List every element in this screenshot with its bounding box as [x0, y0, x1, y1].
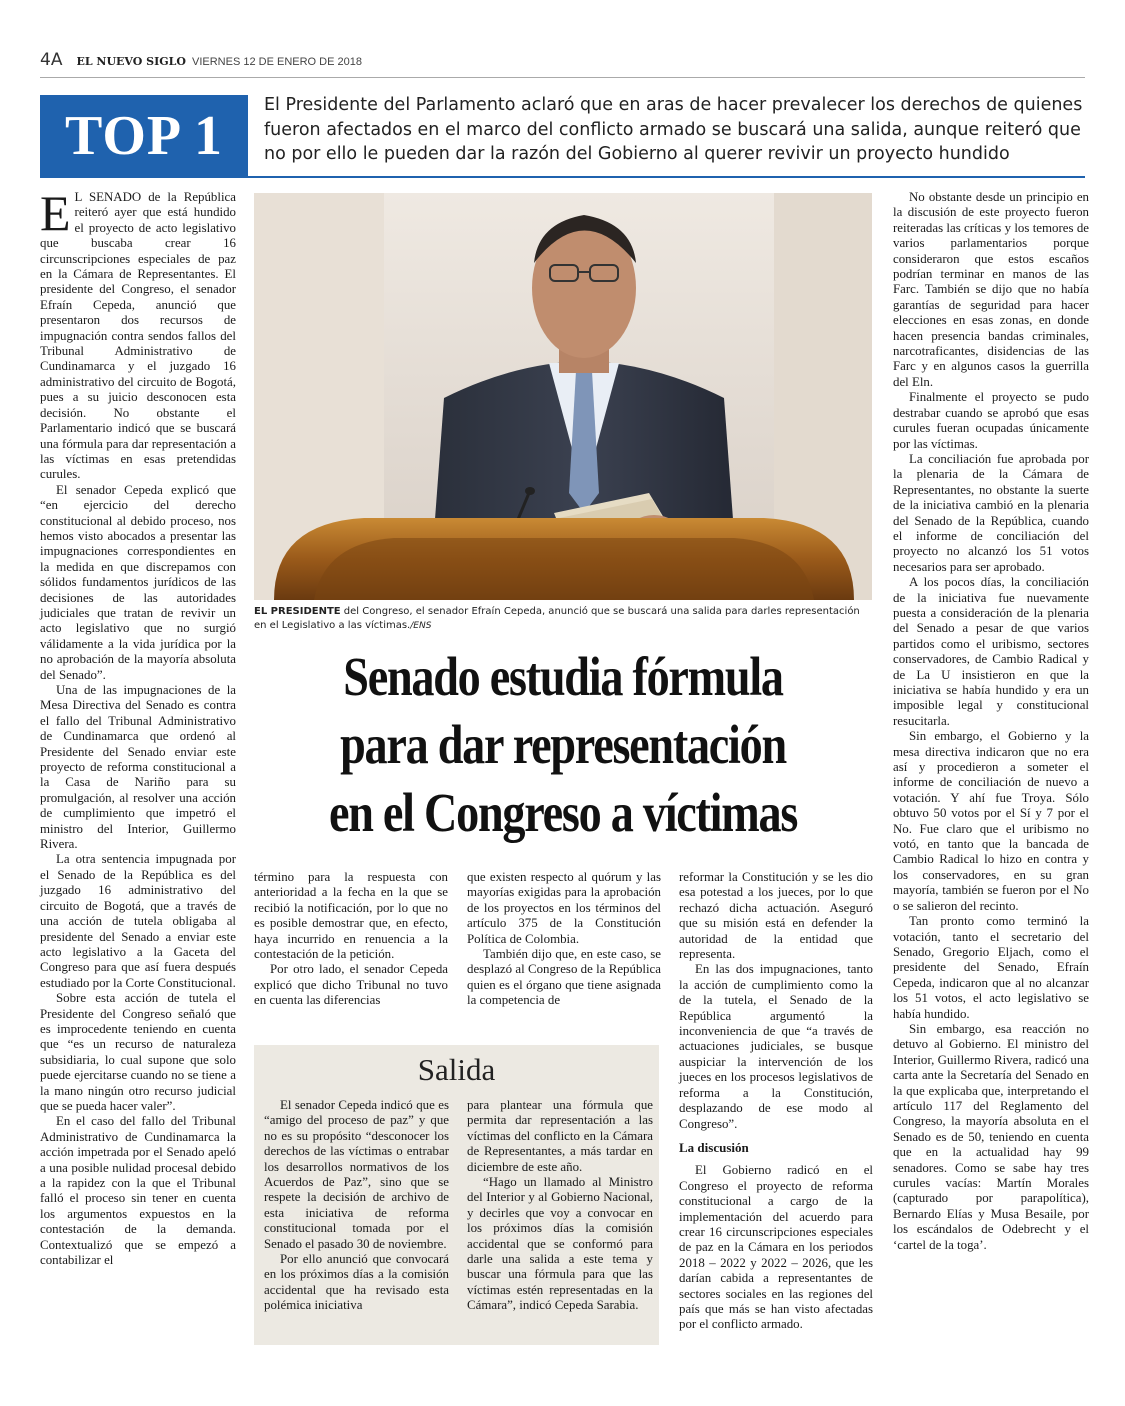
article-headline — [303, 643, 822, 847]
article-column-right — [893, 190, 1089, 1253]
senator-photo — [254, 193, 872, 600]
paragraph: Sin embargo, esa reacción no detuvo al Gobierno. El ministro del Interior, Guillermo Rivera, radicó una carta ante la Secretaría del Senado en la que explicaba que, interpretando el artículo 117 del Reglamento del Congreso, la mayoría absoluta en el Senado es de 50, teniendo en cuenta que en la actualidad hay 99 senadores. Como se sabe hay tres curules vacías: Martín Morales (capturado por parapolítica), Bernardo Elías y Musa Besaile, por los escándalos de Odebrecht y el ‘cartel de la toga’. — [893, 1021, 1089, 1252]
paragraph: Tan pronto como terminó la votación, tanto el secretario del Senado, Gregorio Eljach, como el presidente del Senado, Efraín Cepeda, indicaron que al no alcanzar los 51 votos, el acto legislativo se había hundido. — [893, 914, 1089, 1021]
paragraph: Por ello anunció que convocará en los próximos días a la comisión accidental que ha revisado esta polémica iniciativa — [264, 1252, 449, 1313]
section-divider — [40, 176, 1085, 178]
paragraph: Sobre esta acción de tutela el Presidente del Congreso señaló que es improcedente teniendo en cuenta que “es un recurso de naturaleza subsidiaria, lo cual supone que solo puede ejercitarse cuando no se tiene a la mano ningún otro recurso judicial que se pueda hacer valer”. — [40, 991, 236, 1113]
paragraph: Sin embargo, el Gobierno y la mesa directiva indicaron que no era así y procedieron a someter el informe de conciliación de nuevo a votación. Y ahí fue Troya. Sólo obtuvo 50 votos por el Sí y 7 por el No. Fue claro que el uribismo no votó, en tanto que la bancada de Cambio Radical lo hizo en contra y los conservadores, en su gran mayoría, también se fueron por el No o se salieron del recinto. — [893, 729, 1089, 913]
sidebar-column-1 — [264, 1098, 449, 1314]
paragraph: Por otro lado, el senador Cepeda explicó que dicho Tribunal no tuvo en cuenta las diferencias — [254, 962, 448, 1008]
page-number: 4A — [40, 50, 63, 70]
paragraph: El senador Cepeda indicó que es “amigo del proceso de paz” y que no es su propósito “desconocer los derechos de las víctimas o entrabar los desarrollos normativos de los Acuerdos de Paz”, sino que se respete la decisión de archivo de esta iniciativa de reforma constitucional tomada por el Senado el pasado 30 de noviembre. — [264, 1098, 449, 1251]
sidebar-column-2 — [467, 1098, 653, 1314]
paragraph: término para la respuesta con anterioridad a la fecha en la que se recibió la notificación, por lo que no es posible demostrar que, en efecto, haya incurrido en renuencia a la contestación de la petición. — [254, 870, 448, 962]
article-column-mid-2 — [467, 870, 661, 1009]
page-header — [40, 50, 362, 72]
section-badge — [40, 95, 248, 176]
header-divider — [40, 77, 1085, 78]
paragraph: El senador Cepeda explicó que “en ejercicio del derecho constitucional al debido proceso, nos hemos visto abocados a presentar las impugnaciones correspondientes en la medida en que discrepamos con sólidos fundamentos jurídicos de las decisiones de las autoridades judiciales que tratan de revivir un acto legislativo que no surgió válidamente a la vida jurídica por la no aprobación de la mayoría absoluta del Senado”. — [40, 482, 236, 682]
article-column-mid-3 — [679, 870, 873, 1333]
photo-credit: /ENS — [410, 621, 432, 631]
article-column-left — [40, 185, 236, 1268]
lead-summary: El Presidente del Parlamento aclaró que en aras de hacer prevalecer los derechos de quienes fueron afectados en el marco del conflicto armado se buscará una salida, aunque reiteró que no por ello le pueden dar la razón del Gobierno al querer revivir un proyecto hundido — [264, 95, 1083, 164]
caption-lead: EL PRESIDENTE — [254, 606, 341, 617]
paragraph: Una de las impugnaciones de la Mesa Directiva del Senado es contra el fallo del Tribunal Administrativo de Cundinamarca que ordenó al Presidente del Senado enviar este proyecto de reforma constitucional a la Casa de Nariño para su promulgación, al resolver una acción de cumplimiento que impetró el ministro del Interior, Guillermo Rivera. — [40, 683, 236, 852]
paragraph: Finalmente el proyecto se pudo destrabar cuando se aprobó que esas curules fueran ocupadas únicamente por las víctimas. — [893, 390, 1089, 451]
subheading: La discusión — [679, 1139, 749, 1155]
paragraph: En las dos impugnaciones, tanto la acción de cumplimiento como la de la tutela, el Senado de la República argumentó la inconveniencia de que “a través de actuaciones judiciales, se busque auspiciar la intervención de los jueces en los procesos legislativos de reforma a la Constitución, desplazando de ese modo al Congreso”. — [679, 962, 873, 1131]
photo-caption — [254, 605, 872, 633]
newspaper-name: EL NUEVO SIGLO — [76, 55, 186, 68]
paragraph: para plantear una fórmula que permita dar representación a las víctimas del conflicto en la Cámara de Representantes, a más tardar en diciembre de este año. — [467, 1098, 653, 1174]
sidebar-title: Salida — [417, 1052, 496, 1087]
section-badge-label: TOP 1 — [64, 104, 223, 167]
paragraph: “Hago un llamado al Ministro del Interior y al Gobierno Nacional, y decirles que voy a convocar en los próximos días la comisión accidental que se conformó para darle una salida a este tema y buscar una fórmula para que las víctimas estén representadas en la Cámara”, indicó Cepeda Sarabia. — [467, 1175, 653, 1313]
paragraph: A los pocos días, la conciliación de la iniciativa fue nuevamente puesta a consideración de la plenaria del Senado a pesar de que varios partidos como el uribismo, sectores conservadores, de Cambio Radical y de La U insistieron en que la iniciativa se había hundido y era un imposible legal y constitucional resucitarla. — [893, 575, 1089, 728]
issue-date: VIERNES 12 DE ENERO DE 2018 — [192, 56, 362, 68]
headline-line: para dar representación — [340, 714, 786, 775]
paragraph: La conciliación fue aprobada por la plenaria de la Cámara de Representantes, no obstante la suerte de la iniciativa cambió en la plenaria del Senado de la República, cuando el informe de conciliación del proyecto no alcanzó los 51 votos necesarios para ser aprobado. — [893, 451, 1089, 574]
headline-line: en el Congreso a víctimas — [328, 782, 798, 843]
paragraph: que existen respecto al quórum y las mayorías exigidas para la aprobación de los proyectos en los términos del artículo 375 de la Constitución Política de Colombia. — [467, 870, 661, 946]
caption-text: del Congreso, el senador Efraín Cepeda, anunció que se buscará una salida para darles representación en el Legislativo a las víctimas. — [254, 606, 860, 631]
paragraph: En el caso del fallo del Tribunal Administrativo de Cundinamarca la acción impetrada por el Senado apeló a una posible nulidad procesal debido a la rapidez con la que el Tribunal falló el proceso sin tener en cuenta los argumentos expuestos en la contestación de la demanda. Contextualizó que se empezó a contabilizar el — [40, 1114, 236, 1268]
paragraph: El Gobierno radicó en el Congreso el proyecto de reforma constitucional a cargo de la implementación del acuerdo para crear 16 circunscripciones especiales de paz en la Cámara en los periodos 2018 – 2022 y 2022 – 2026, que les darían cabida a representantes de sectores sociales en las regiones del país que más se han visto afectadas por el conflicto armado. — [679, 1163, 873, 1332]
paragraph: También dijo que, en este caso, se desplazó al Congreso de la República quien es el órgano que tiene asignada la competencia de — [467, 947, 661, 1008]
paragraph: E L SENADO de la República reiteró ayer que está hundido el proyecto de acto legislativo que buscaba crear 16 circunscripciones especiales de paz en la Cámara de Representantes. El presidente del Congreso, el senador Efraín Cepeda, anunció que presentaron dos recursos de impugnación contra sendos fallos del Tribunal Administrativo de Cundinamarca y el juzgado 16 administrativo del circuito de Bogotá, pues a su juicio desconocen esta decisión. No obstante el Parlamentario indicó que se buscará una fórmula para dar representación a las víctimas en esas pretendidas curules. — [40, 185, 236, 482]
article-column-mid-1 — [254, 870, 448, 1009]
paragraph: reformar la Constitución y se les dio esa potestad a los jueces, por lo que rechazó dicha actuación. Aseguró que su misión está en defender la autoridad de la entidad que representa. — [679, 870, 873, 962]
headline-line: Senado estudia fórmula — [343, 646, 783, 707]
drop-cap: E — [40, 185, 71, 241]
paragraph: La otra sentencia impugnada por el Senado de la República es del juzgado 16 administrativo del circuito de Bogotá, que a través de una acción de tutela obligaba al presidente del Senado a enviar este acto legislativo a la Gaceta del Congreso para que así fuera después estudiado por la Corte Constitucional. — [40, 852, 236, 990]
paragraph: No obstante desde un principio en la discusión de este proyecto fueron reiteradas las críticas y los temores de varios parlamentarios porque consideraron que estos escaños podrían terminar en manos de las Farc. También se dijo que no había garantías de seguridad para hacer elecciones en esas zonas, en donde hacen presencia bandas criminales, narcotraficantes, disidencias de las Farc y en algunos casos la guerrilla del Eln. — [893, 190, 1089, 389]
